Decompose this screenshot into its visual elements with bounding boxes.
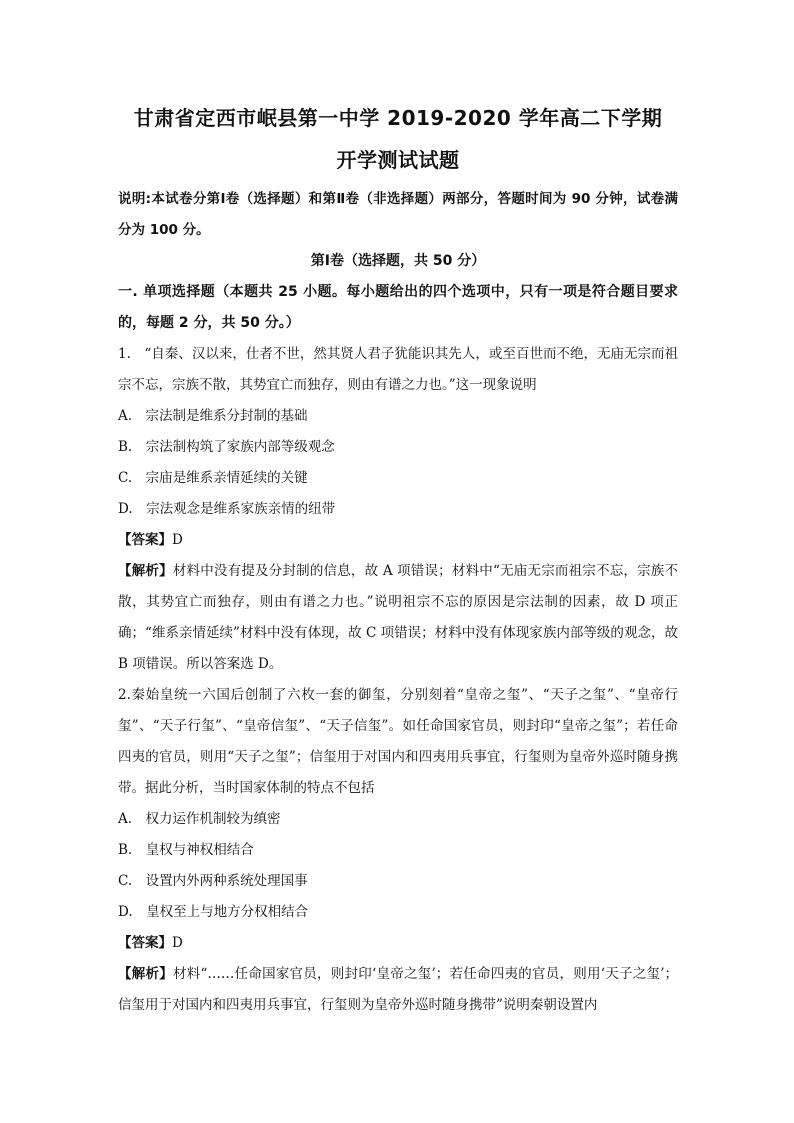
option-c: C. 设置内外两种系统处理国事 [118,873,308,889]
part-heading: 一. 单项选择题（本题共 25 小题。每小题给出的四个选项中，只有一项是符合题目要求的，每题 2 分，共 50 分。） [118,284,678,331]
section-heading: 第Ⅰ卷（选择题，共 50 分） [310,253,486,269]
answer-label: 【答案】 [118,935,172,951]
analysis-text: 材料“……任命国家官员，则封印‘皇帝之玺’；若任命四夷的官员，则用‘天子之玺’；信玺用于对国内和四夷用兵事宜，行玺则为皇帝外巡时随身携带”说明秦朝设置内 [118,966,678,1013]
analysis-text: 材料中没有提及分封制的信息，故 A 项错误；材料中“无庙无宗而祖宗不忘，宗族不散，其势宜亡而独存，则由有谱之力也。”说明祖宗不忘的原因是宗法制的因素，故 D 项正确；“维系亲情延续”材料中没有体现，故 C 项错误；材料中没有体现家族内部等级的观念，故 B 项错误。所以答案选 D。 [118,563,679,672]
page-subtitle: 开学测试试题 [336,148,460,172]
analysis [118,959,678,1021]
instructions [118,184,678,246]
option-b: B. 皇权与神权相结合 [118,842,254,858]
option-c: C. 宗庙是维系亲情延续的关键 [118,470,308,486]
answer-value: D [172,935,183,951]
option-b: B. 宗法制构筑了家族内部等级观念 [118,439,335,455]
instructions-text: 本试卷分第Ⅰ卷（选择题）和第Ⅱ卷（非选择题）两部分，答题时间为 90 分钟，试卷满分为 100 分。 [118,191,678,238]
page-title: 甘肃省定西市岷县第一中学 2019-2020 学年高二下学期 [133,106,663,130]
question-2 [118,680,678,1021]
option-a: A. 宗法制是维系分封制的基础 [118,408,308,424]
document-page [118,100,678,1021]
answer [118,525,678,556]
answer-value: D [172,532,183,548]
answer-label: 【答案】 [118,532,172,548]
option-a: A. 权力运作机制较为缜密 [118,811,281,827]
analysis-label: 【解析】 [118,563,173,579]
option-d: D. 皇权至上与地方分权相结合 [118,904,309,920]
question-1 [118,339,678,680]
analysis-label: 【解析】 [118,966,173,982]
answer [118,928,678,959]
analysis [118,556,678,680]
question-stem: 1. “自秦、汉以来，仕者不世，然其贤人君子犹能识其先人，或至百世而不绝，无庙无宗而祖宗不忘，宗族不散，其势宜亡而独存，则由有谱之力也。”这一现象说明 [118,346,678,393]
question-stem: 2.秦始皇统一六国后创制了六枚一套的御玺，分别刻着“皇帝之玺”、“天子之玺”、“皇帝行玺”、“天子行玺”、“皇帝信玺”、“天子信玺”。如任命国家官员，则封印“皇帝之玺”；若任命四夷的官员，则用“天子之玺”；信玺用于对国内和四夷用兵事宜，行玺则为皇帝外巡时随身携带。据此分析，当时国家体制的特点不包括 [118,687,678,796]
option-d: D. 宗法观念是维系家族亲情的纽带 [118,501,336,517]
instructions-label: 说明: [118,191,152,207]
